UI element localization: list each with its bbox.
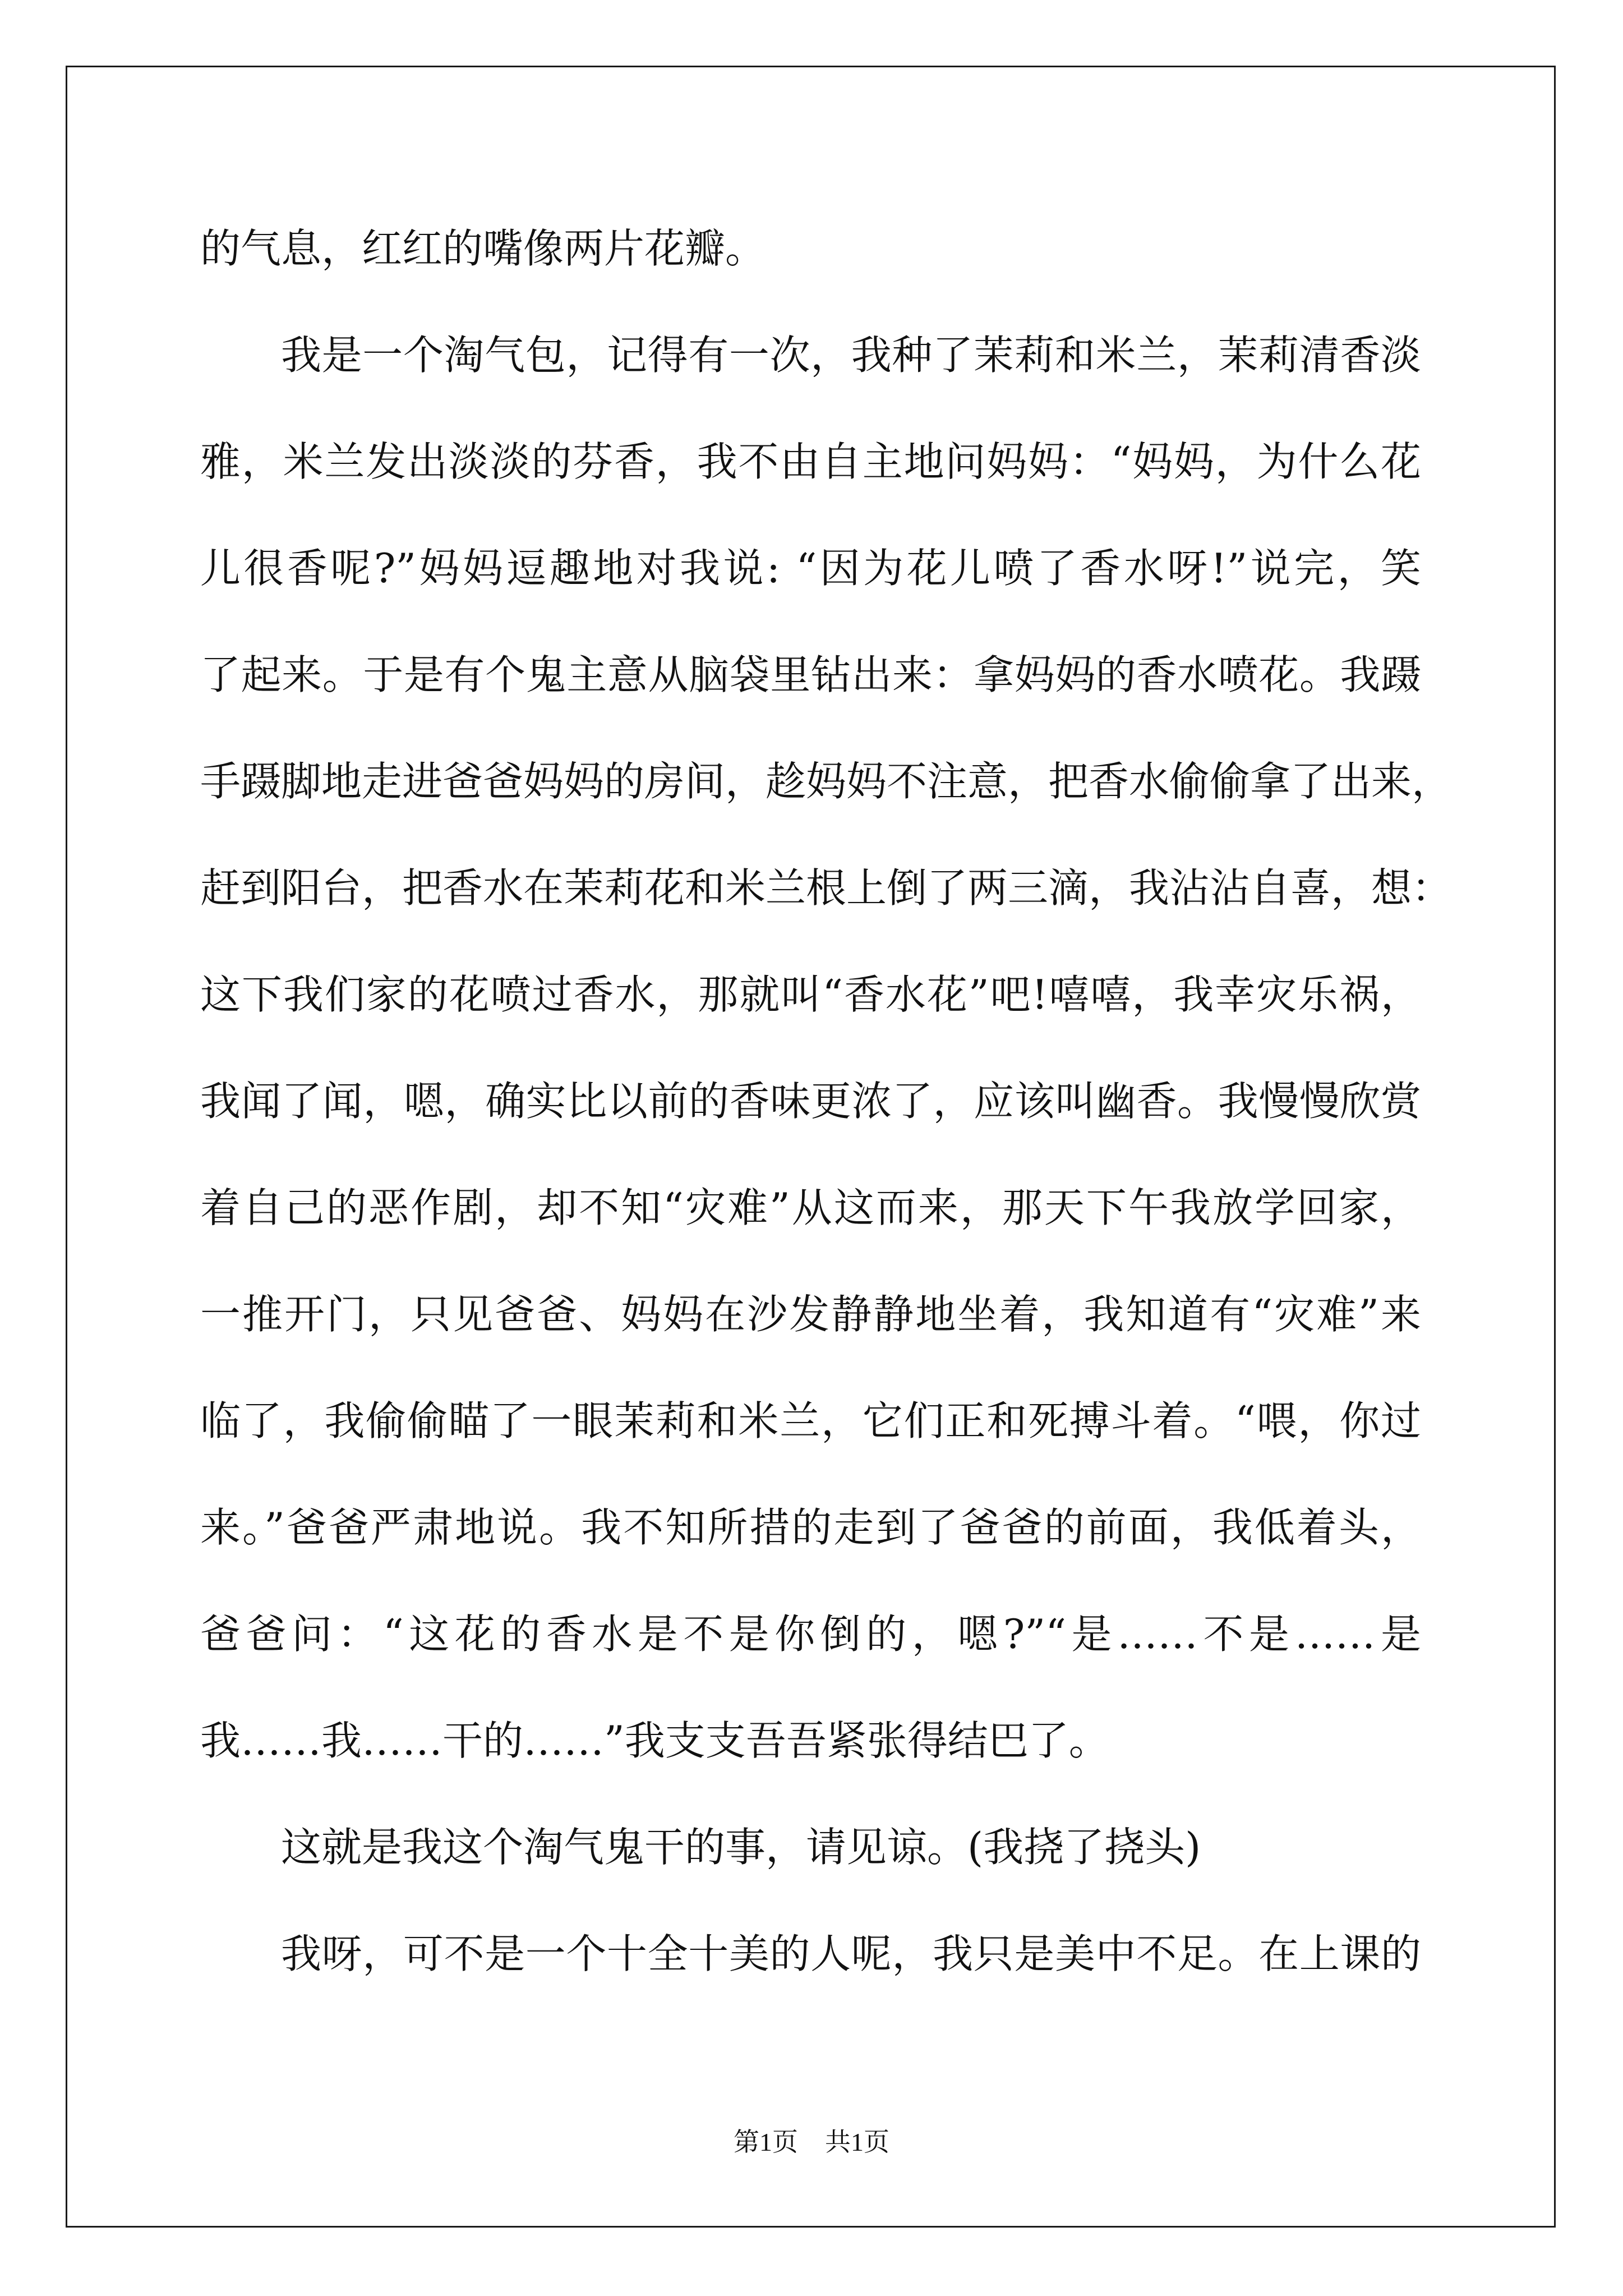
text-line: 赶到阳台，把香水在茉莉花和米兰根上倒了两三滴，我沾沾自喜，想： xyxy=(200,864,1453,912)
page-number: 第1页 xyxy=(734,2128,798,2156)
text-line: 的气息，红红的嘴像两片花瓣。 xyxy=(200,225,766,272)
text-line: 了起来。于是有个鬼主意从脑袋里钻出来：拿妈妈的香水喷花。我蹑 xyxy=(200,651,1421,698)
paragraph xyxy=(200,1901,1421,2007)
text-line: 雅，米兰发出淡淡的芬香，我不由自主地问妈妈：“妈妈，为什么花 xyxy=(200,438,1421,485)
text-line: 临了，我偷偷瞄了一眼茉莉和米兰，它们正和死搏斗着。“喂，你过 xyxy=(200,1397,1421,1444)
paragraph xyxy=(200,302,1453,1794)
text-line: 儿很香呢?”妈妈逗趣地对我说: “因为花儿喷了香水呀!”说完，笑 xyxy=(200,545,1421,592)
body-text xyxy=(200,195,1453,2007)
text-line: 我呀，可不是一个十全十美的人呢，我只是美中不足。在上课的 xyxy=(281,1930,1421,1977)
text-line: 着自己的恶作剧，却不知“灾难”从这而来，那天下午我放学回家， xyxy=(200,1184,1421,1231)
text-line: 这下我们家的花喷过香水，那就叫“香水花”吧!嘻嘻，我幸灾乐祸， xyxy=(200,971,1421,1018)
paragraph xyxy=(200,1794,1421,1901)
page-total: 共1页 xyxy=(825,2128,889,2156)
text-line: 手蹑脚地走进爸爸妈妈的房间，趁妈妈不注意，把香水偷偷拿了出来， xyxy=(200,758,1453,805)
paragraph xyxy=(200,195,1421,302)
text-line: 我闻了闻，嗯，确实比以前的香味更浓了，应该叫幽香。我慢慢欣赏 xyxy=(200,1078,1421,1125)
text-line: 我是一个淘气包，记得有一次，我种了茉莉和米兰，茉莉清香淡 xyxy=(281,332,1421,379)
text-line: 这就是我这个淘气鬼干的事，请见谅。(我挠了挠头) xyxy=(281,1824,1201,1871)
text-line: 一推开门，只见爸爸、妈妈在沙发静静地坐着，我知道有“灾难”来 xyxy=(200,1291,1421,1338)
text-line: 爸爸问：“这花的香水是不是你倒的，嗯?”“是……不是……是 xyxy=(200,1611,1421,1658)
text-line: 来。”爸爸严肃地说。我不知所措的走到了爸爸的前面，我低着头， xyxy=(200,1504,1421,1551)
text-line: 我……我……干的……”我支支吾吾紧张得结巴了。 xyxy=(200,1717,1109,1764)
page-footer xyxy=(0,2125,1623,2159)
